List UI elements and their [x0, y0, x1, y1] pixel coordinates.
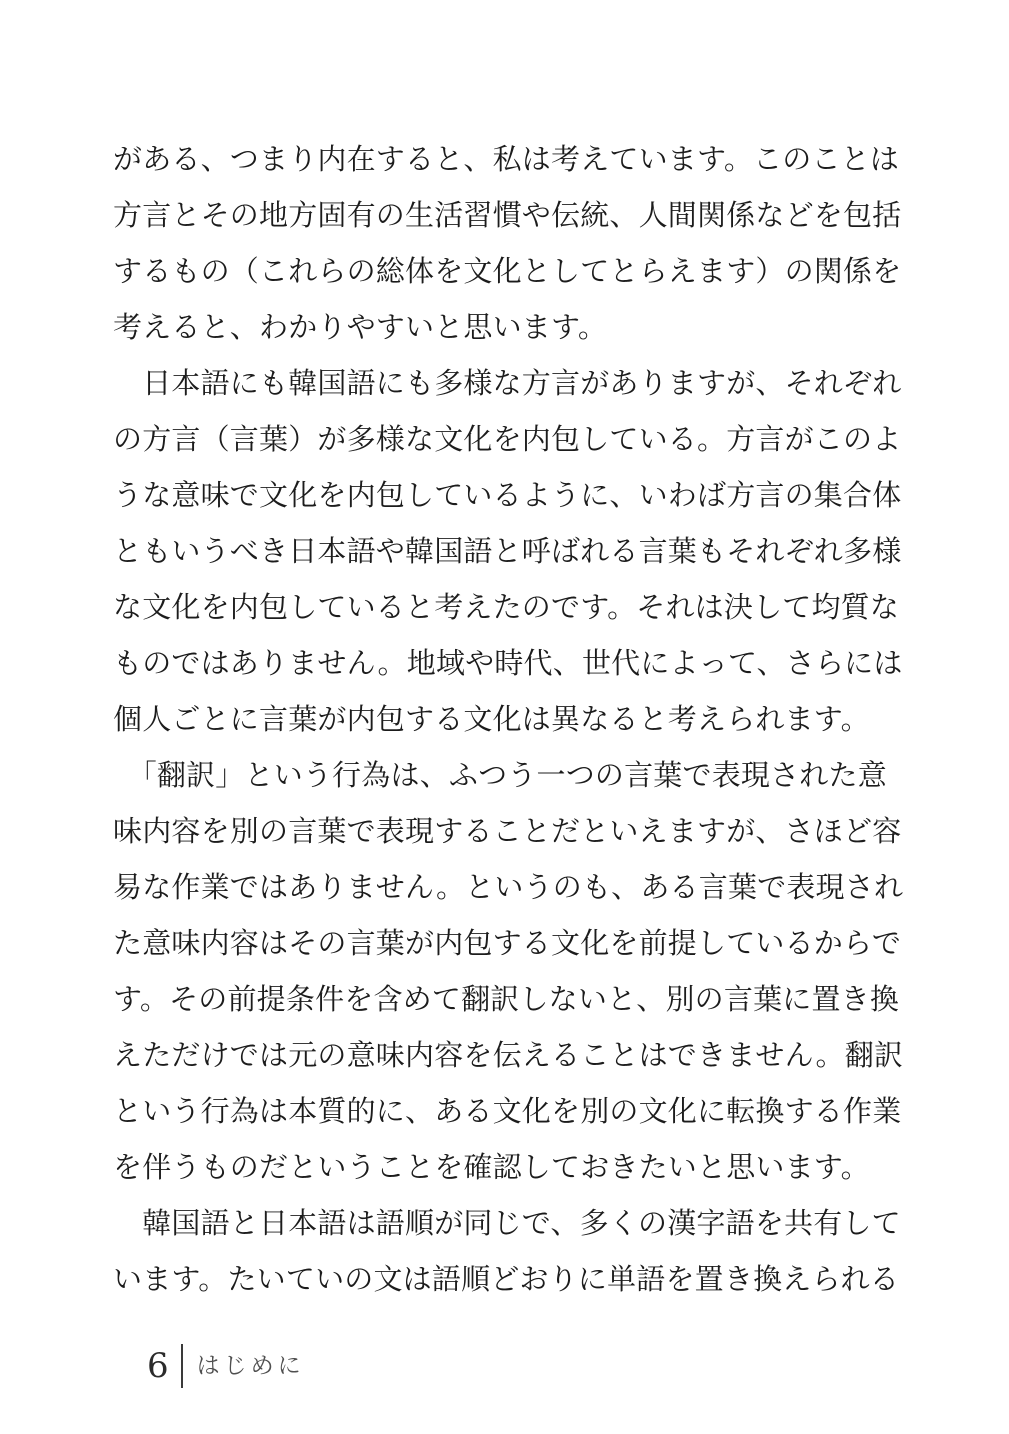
text-line: がある、つまり内在すると、私は考えています。このことは: [113, 142, 900, 176]
text-line: えただけでは元の意味内容を伝えることはできません。翻訳: [113, 1038, 904, 1072]
text-line: 韓国語と日本語は語順が同じで、多くの漢字語を共有して: [113, 1206, 901, 1240]
text-line: す。その前提条件を含めて翻訳しないと、別の言葉に置き換: [113, 982, 900, 1016]
text-line: 方言とその地方固有の生活習慣や伝統、人間関係などを包括: [113, 198, 902, 232]
text-line: 日本語にも韓国語にも多様な方言がありますが、それぞれ: [113, 366, 902, 400]
text-line: 「翻訳」という行為は、ふつう一つの言葉で表現された意: [113, 758, 887, 792]
text-line: な文化を内包していると考えたのです。それは決して均質な: [113, 590, 900, 624]
text-line: 味内容を別の言葉で表現することだといえますが、さほど容: [113, 814, 902, 848]
footer-divider: [181, 1344, 183, 1388]
text-line: を伴うものだということを確認しておきたいと思います。: [113, 1150, 870, 1184]
text-line: います。たいていの文は語順どおりに単語を置き換えられる: [113, 1262, 900, 1296]
text-line: ともいうべき日本語や韓国語と呼ばれる言葉もそれぞれ多様: [113, 534, 902, 568]
text-line: するもの（これらの総体を文化としてとらえます）の関係を: [113, 254, 902, 288]
text-line: 考えると、わかりやすいと思います。: [113, 310, 608, 344]
body-text-block: [113, 131, 903, 1307]
page-footer: [147, 1342, 305, 1390]
section-title: はじめに: [196, 1353, 305, 1379]
text-line: ものではありません。地域や時代、世代によって、さらには: [113, 646, 903, 680]
text-line: の方言（言葉）が多様な文化を内包している。方言がこのよ: [113, 422, 902, 456]
text-line: た意味内容はその言葉が内包する文化を前提しているからで: [113, 926, 902, 960]
text-line: 個人ごとに言葉が内包する文化は異なると考えられます。: [113, 702, 870, 736]
text-line: うな意味で文化を内包しているように、いわば方言の集合体: [113, 478, 902, 512]
text-line: という行為は本質的に、ある文化を別の文化に転換する作業: [113, 1094, 902, 1128]
page-number: 6: [147, 1346, 169, 1386]
text-line: 易な作業ではありません。というのも、ある言葉で表現され: [113, 870, 904, 904]
